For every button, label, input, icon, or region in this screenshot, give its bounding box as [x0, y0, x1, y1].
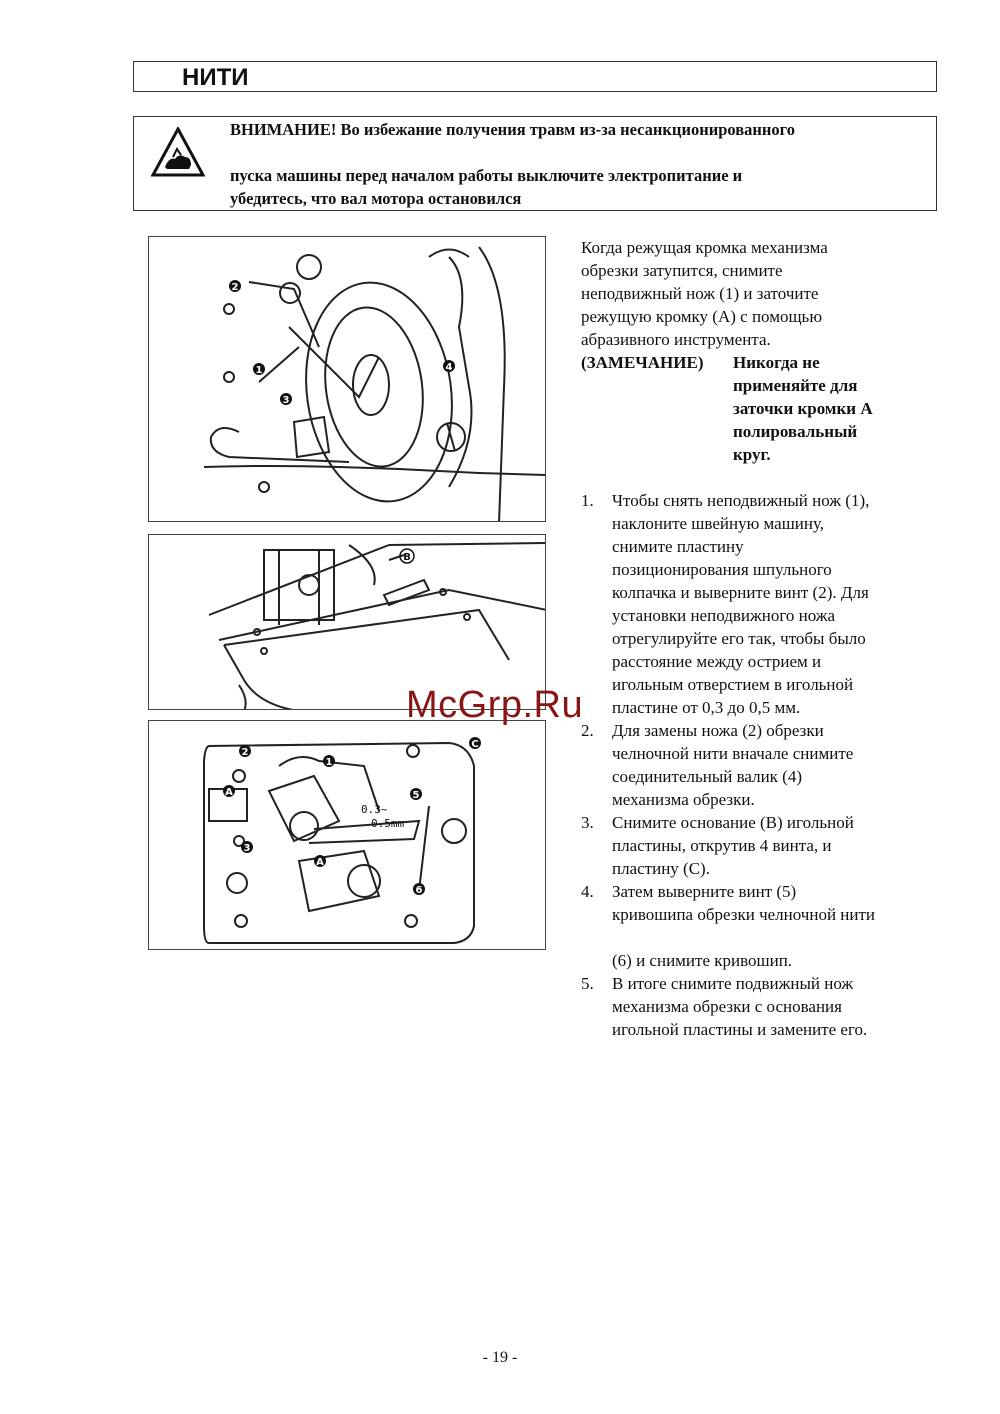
step-line: Затем выверните винт (5): [612, 882, 797, 901]
step-item: [581, 880, 941, 972]
step-item: [581, 719, 941, 811]
step-item: [581, 811, 941, 880]
note-line: заточки кромки A: [733, 399, 873, 418]
note-label: (ЗАМЕЧАНИЕ): [581, 353, 704, 372]
step-line: пластины, открутив 4 винта, и: [612, 836, 832, 855]
warning-box: [133, 116, 937, 211]
intro-line: неподвижный нож (1) и заточите: [581, 284, 819, 303]
warning-line-3: убедитесь, что вал мотора остановился: [230, 189, 522, 208]
step-line: механизма обрезки.: [612, 790, 755, 809]
figure-throat-plate: [148, 720, 546, 950]
step-number: 3.: [581, 813, 594, 832]
callout-label-a: A: [225, 787, 233, 798]
step-number: 2.: [581, 721, 594, 740]
hand-caution-icon: [151, 127, 205, 177]
callout-label-3: 3: [282, 395, 290, 406]
callout-label-6: 6: [415, 885, 423, 896]
note-line: применяйте для: [733, 376, 858, 395]
step-text: [612, 972, 941, 1041]
step-number: 5.: [581, 974, 594, 993]
step-line: пластину (C).: [612, 859, 710, 878]
callout-label-4: 4: [445, 362, 453, 373]
callout-label-a: A: [316, 857, 324, 868]
step-text: [612, 811, 941, 880]
intro-line: обрезки затупится, снимите: [581, 261, 783, 280]
warning-line-2: пуска машины перед началом работы выключите электропитание и: [230, 166, 743, 185]
instructions-column: [581, 236, 941, 1041]
step-line: Для замены ножа (2) обрезки: [612, 721, 824, 740]
figure-plate-drawing: [149, 721, 546, 950]
step-line: Снимите основание (B) игольной: [612, 813, 854, 832]
step-line: соединительный валик (4): [612, 767, 803, 786]
step-line: наклоните швейную машину,: [612, 514, 825, 533]
note-line: круг.: [733, 445, 771, 464]
page-title: НИТИ: [182, 64, 249, 91]
step-line: игольным отверстием в игольной: [612, 675, 854, 694]
step-line: игольной пластины и замените его.: [612, 1020, 868, 1039]
title-box: [133, 61, 937, 92]
callout-label-1: 1: [325, 757, 333, 768]
steps-list: [581, 489, 941, 1041]
step-line: установки неподвижного ножа: [612, 606, 836, 625]
watermark: McGrp.Ru: [406, 684, 584, 726]
step-item: [581, 972, 941, 1041]
callout-label-2: 2: [231, 282, 239, 293]
gap-label-bottom: 0.5mm: [371, 817, 405, 830]
callout-label-5: 5: [412, 790, 420, 801]
step-number: 4.: [581, 882, 594, 901]
step-line: отрегулируйте его так, чтобы было: [612, 629, 866, 648]
step-line: механизма обрезки с основания: [612, 997, 842, 1016]
note-block: [581, 351, 941, 466]
step-line: челночной нити вначале снимите: [612, 744, 854, 763]
step-text: [612, 489, 941, 719]
callout-label-c: C: [471, 739, 479, 750]
step-line: Чтобы снять неподвижный нож (1),: [612, 491, 870, 510]
callout-label-1: 1: [255, 365, 263, 376]
intro-paragraph: [581, 236, 941, 351]
step-line: позиционирования шпульного: [612, 560, 832, 579]
step-line: расстояние между острием и: [612, 652, 822, 671]
intro-line: абразивного инструмента.: [581, 330, 771, 349]
step-line: кривошипа обрезки челночной нити: [612, 905, 876, 924]
step-number: 1.: [581, 491, 594, 510]
figure-hook-assembly: [148, 236, 546, 522]
step-line: пластине от 0,3 до 0,5 мм.: [612, 698, 801, 717]
intro-line: режущую кромку (A) с помощью: [581, 307, 823, 326]
step-line: снимите пластину: [612, 537, 744, 556]
gap-label-top: 0.3~: [361, 803, 388, 816]
page-number: - 19 -: [482, 1349, 518, 1366]
step-line: [612, 926, 941, 949]
step-line: В итоге снимите подвижный нож: [612, 974, 854, 993]
step-line: (6) и снимите кривошип.: [612, 951, 793, 970]
callout-label-b: B: [403, 552, 411, 563]
step-text: [612, 719, 941, 811]
step-line: колпачка и выверните винт (2). Для: [612, 583, 869, 602]
warning-line-1: ВНИМАНИЕ! Во избежание получения травм из-за несанкционированного: [230, 120, 795, 139]
callout-label-3: 3: [243, 843, 251, 854]
intro-line: Когда режущая кромка механизма: [581, 238, 828, 257]
note-line: полировальный: [733, 422, 858, 441]
note-line: Никогда не: [733, 353, 820, 372]
callout-label-2: 2: [241, 747, 249, 758]
figure-hook-drawing: [149, 237, 546, 522]
note-text: [733, 351, 923, 466]
step-text: [612, 880, 941, 972]
step-item: [581, 489, 941, 719]
